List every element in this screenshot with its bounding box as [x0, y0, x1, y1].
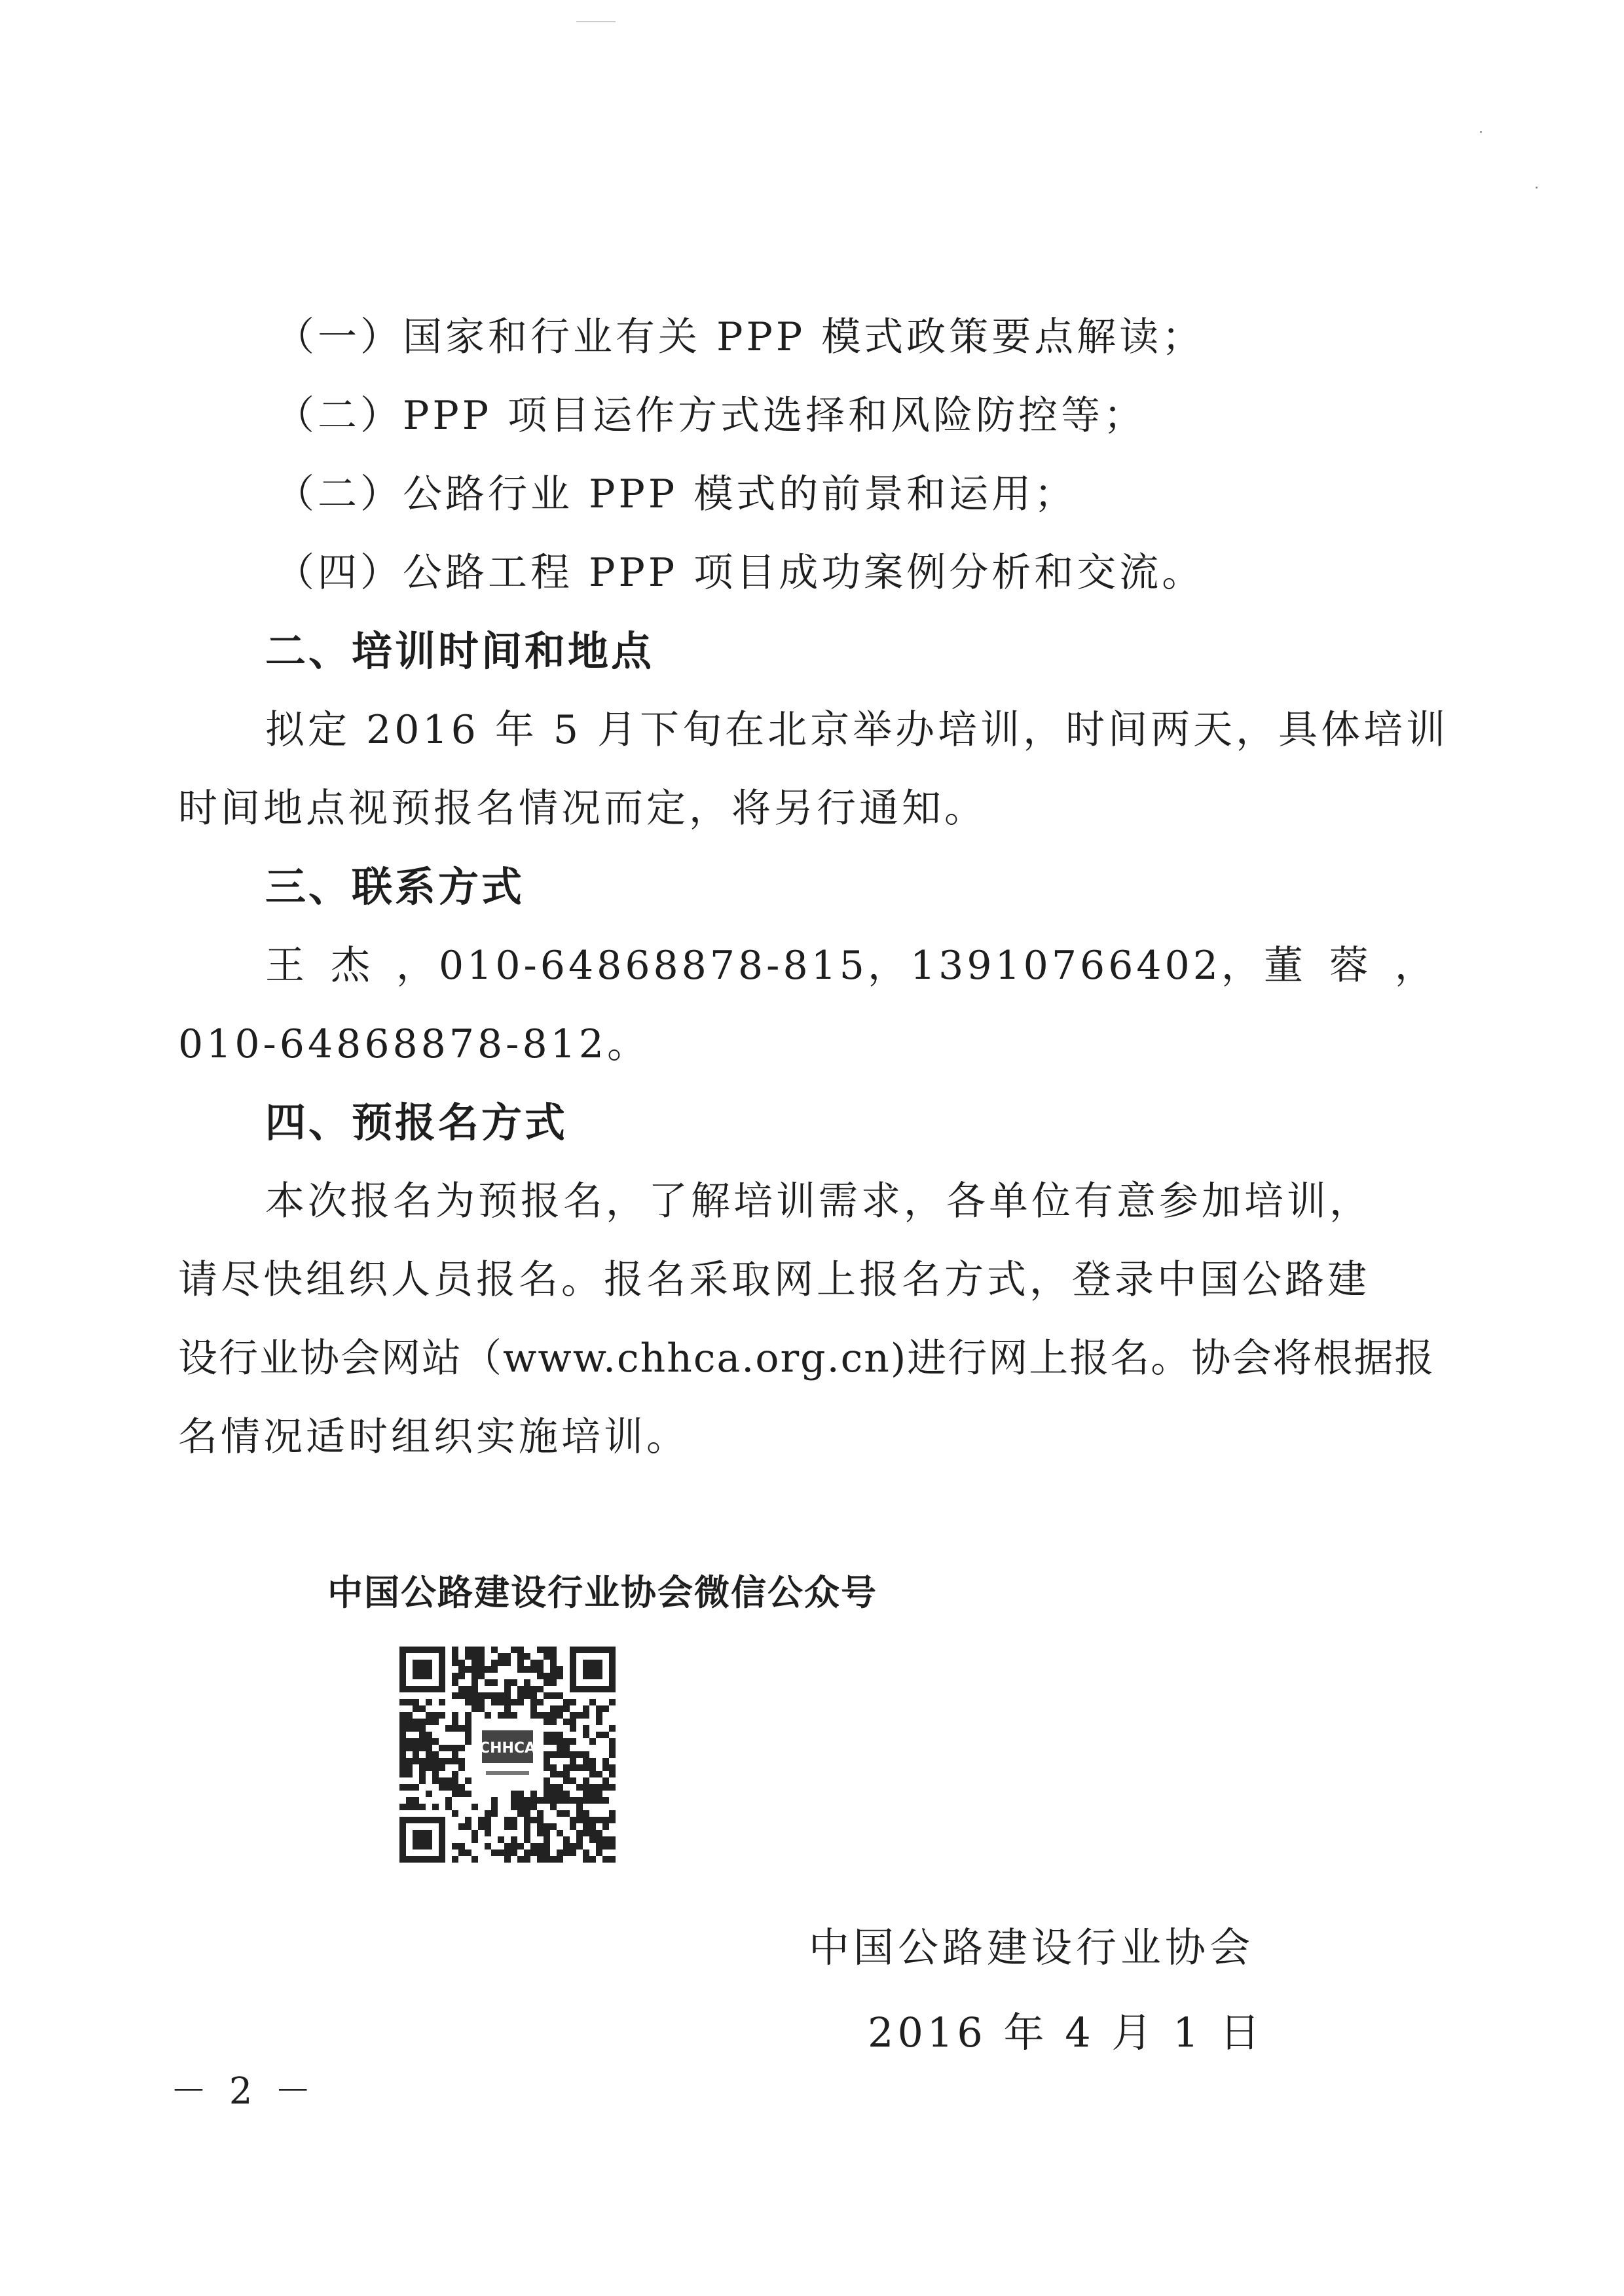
separator: ， [867, 943, 910, 989]
section-heading-contact: 三、联系方式 [265, 863, 525, 911]
separator: ， [1221, 943, 1264, 989]
list-item-3: （二）公路行业 PPP 模式的前景和运用； [275, 471, 1077, 517]
contact-mobile: 13910766402 [910, 943, 1221, 989]
paragraph-line: 本次报名为预报名，了解培训需求，各单位有意参加培训， [265, 1178, 1372, 1224]
contact-name: 王杰 [265, 943, 396, 989]
list-item-1: （一）国家和行业有关 PPP 模式政策要点解读； [275, 314, 1205, 360]
signing-date: 2016 年 4 月 1 日 [868, 2009, 1264, 2056]
paragraph-line: 设行业协会网站（www.chhca.org.cn)进行网上报名。协会将根据报 [178, 1336, 1435, 1381]
paragraph-line: 时间地点视预报名情况而定，将另行通知。 [178, 786, 987, 831]
qr-logo-text: CHHCA [479, 1740, 536, 1757]
contact-phone: 010-64868878-812。 [178, 1021, 650, 1067]
section-heading-registration: 四、预报名方式 [265, 1099, 568, 1146]
list-item-4: （四）公路工程 PPP 项目成功案例分析和交流。 [275, 550, 1205, 596]
section-heading-time-place: 二、培训时间和地点 [265, 627, 655, 675]
scan-speck [1536, 187, 1538, 189]
paragraph-line: 名情况适时组织实施培训。 [178, 1414, 689, 1460]
paragraph-line: 请尽快组织人员报名。报名采取网上报名方式，登录中国公路建 [178, 1257, 1370, 1303]
qr-caption: 中国公路建设行业协会微信公众号 [327, 1572, 877, 1613]
list-item-2: （二）PPP 项目运作方式选择和风险防控等； [275, 393, 1147, 439]
qr-code [399, 1647, 616, 1863]
scan-speck [576, 21, 616, 22]
scan-speck [1480, 131, 1482, 133]
signing-organization: 中国公路建设行业协会 [809, 1923, 1255, 1971]
separator: ， [1394, 943, 1437, 989]
paragraph-line: 拟定 2016 年 5 月下旬在北京举办培训，时间两天，具体培训 [265, 707, 1449, 753]
contact-name: 董蓉 [1263, 943, 1395, 989]
contact-phone: 010-64868878-815 [439, 943, 868, 989]
page-number: － 2 － [170, 2070, 317, 2113]
separator: ， [396, 943, 439, 989]
contact-line [265, 939, 1437, 992]
